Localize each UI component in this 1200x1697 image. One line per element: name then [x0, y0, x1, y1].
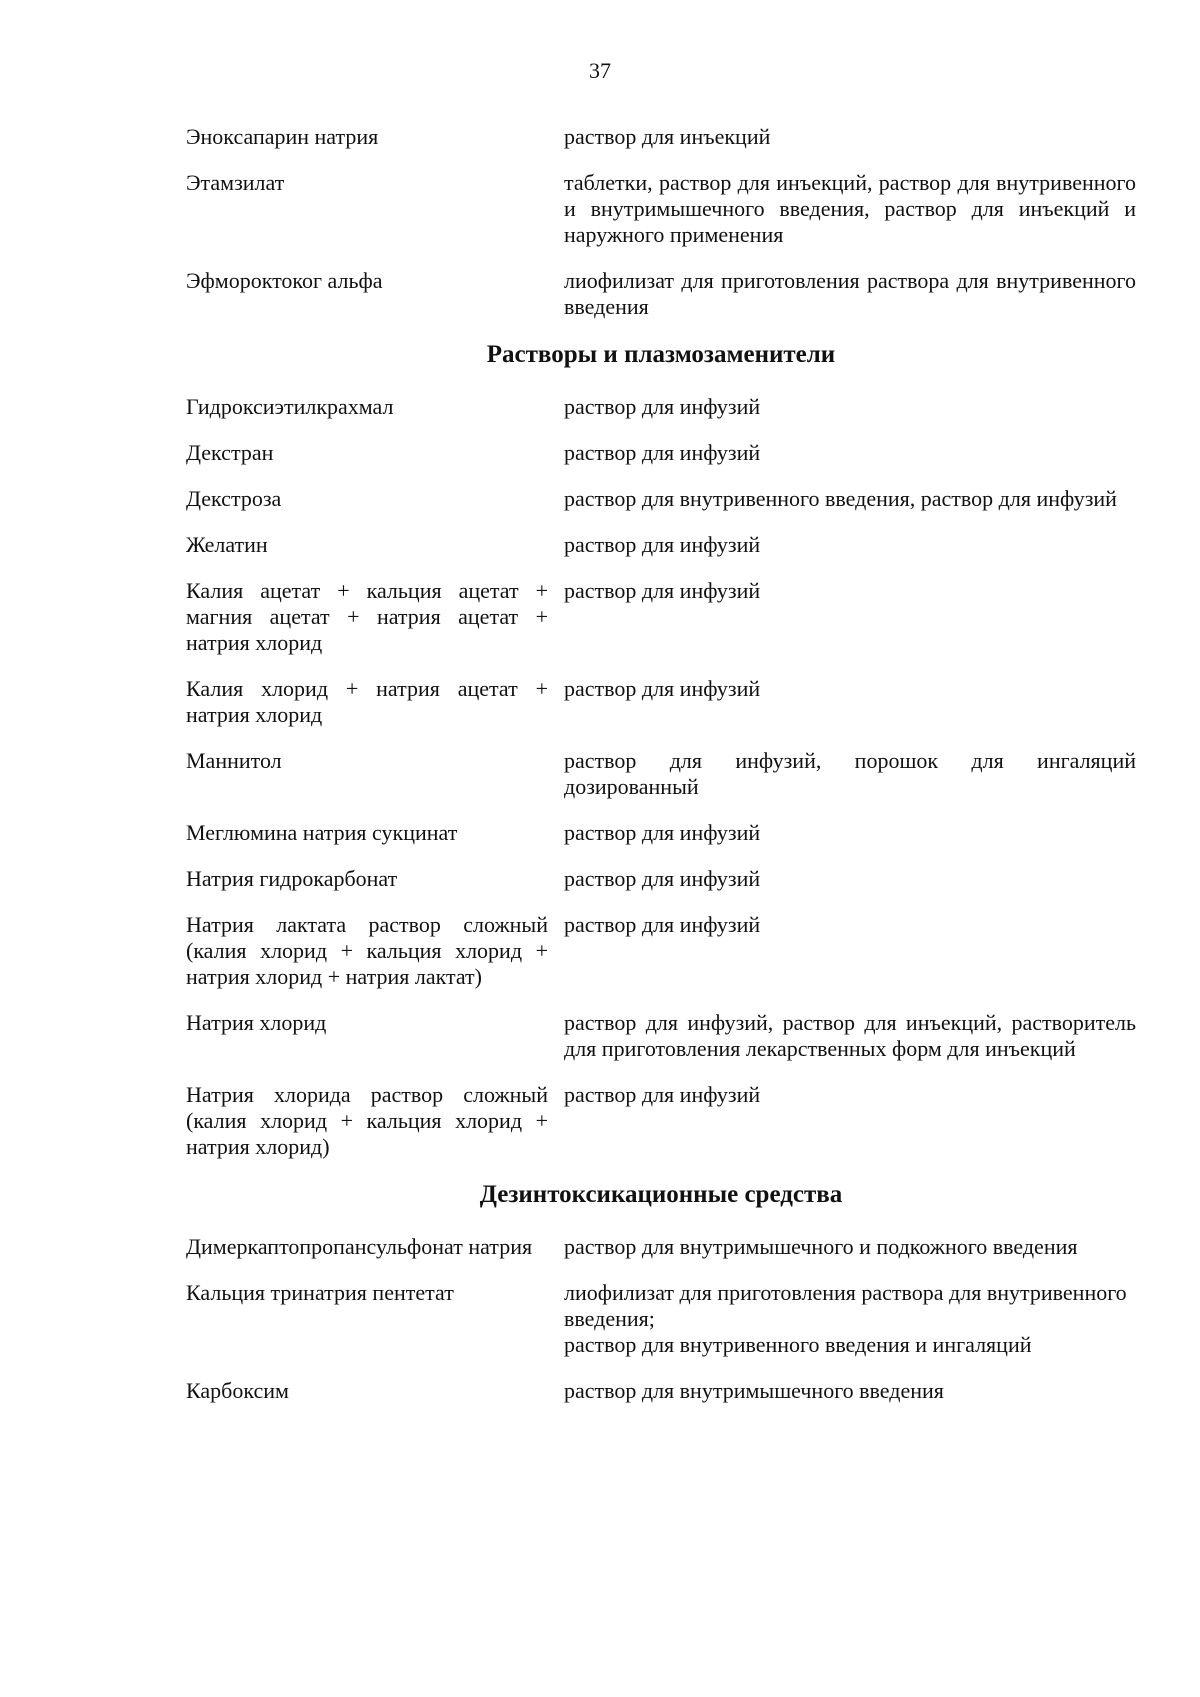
drug-form: раствор для инъекций	[564, 124, 771, 149]
drug-row	[186, 268, 1136, 320]
drug-name: Кальция тринатрия пентетат	[186, 1280, 454, 1305]
drug-form: таблетки, раствор для инъекций, раствор для внутривенного и внутримышечного введения, раствор для инъекций и наружного применения	[564, 170, 1136, 247]
drug-name: Эфмороктоког альфа	[186, 268, 383, 293]
drug-form-line: раствор для внутривенного введения и ингаляций	[564, 1332, 1032, 1357]
drug-form	[564, 1280, 1136, 1358]
drug-row	[186, 1378, 1136, 1404]
drug-name: Гидроксиэтилкрахмал	[186, 394, 394, 419]
drug-name: Натрия гидрокарбонат	[186, 866, 398, 891]
drug-name: Натрия лактата раствор сложный (калия хлорид + кальция хлорид + натрия хлорид + натрия лактат)	[186, 912, 548, 989]
drug-form: раствор для инфузий	[564, 866, 761, 891]
drug-row	[186, 820, 1136, 846]
drug-name: Калия хлорид + натрия ацетат + натрия хлорид	[186, 676, 548, 727]
drug-row	[186, 1280, 1136, 1358]
drug-form: раствор для внутримышечного и подкожного введения	[564, 1234, 1078, 1259]
drug-row	[186, 748, 1136, 800]
section-title-solutions: Растворы и плазмозаменители	[486, 341, 836, 368]
drug-row	[186, 578, 1136, 656]
page-number: 37	[589, 58, 611, 83]
drug-name: Натрия хлорида раствор сложный (калия хлорид + кальция хлорид + натрия хлорид)	[186, 1082, 548, 1159]
drug-row	[186, 1010, 1136, 1062]
drug-name: Карбоксим	[186, 1378, 289, 1403]
drug-name: Декстроза	[186, 486, 282, 511]
drug-form: раствор для инфузий	[564, 912, 761, 937]
drug-row	[186, 912, 1136, 990]
drug-form: лиофилизат для приготовления раствора для внутривенного введения	[564, 268, 1136, 319]
drug-row	[186, 1234, 1136, 1260]
drug-row	[186, 124, 1136, 150]
drug-row	[186, 486, 1136, 512]
drug-name: Меглюмина натрия сукцинат	[186, 820, 458, 845]
drug-list	[186, 124, 1136, 1424]
drug-row	[186, 394, 1136, 420]
drug-row	[186, 866, 1136, 892]
drug-row	[186, 170, 1136, 248]
drug-form: раствор для инфузий	[564, 1082, 761, 1107]
drug-form: раствор для инфузий	[564, 578, 761, 603]
drug-name: Желатин	[186, 532, 268, 557]
drug-row	[186, 440, 1136, 466]
drug-form: раствор для инфузий	[564, 394, 761, 419]
drug-row	[186, 1082, 1136, 1160]
drug-form: раствор для инфузий	[564, 532, 761, 557]
drug-name: Декстран	[186, 440, 274, 465]
drug-form: раствор для инфузий	[564, 440, 761, 465]
drug-name: Калия ацетат + кальция ацетат + магния ацетат + натрия ацетат + натрия хлорид	[186, 578, 548, 655]
drug-name: Маннитол	[186, 748, 282, 773]
drug-form: раствор для инфузий, порошок для ингаляций дозированный	[564, 748, 1136, 799]
drug-name: Эноксапарин натрия	[186, 124, 379, 149]
drug-name: Натрия хлорид	[186, 1010, 327, 1035]
drug-form: раствор для инфузий, раствор для инъекций, растворитель для приготовления лекарственных форм для инъекций	[564, 1010, 1136, 1061]
drug-form: раствор для инфузий	[564, 820, 761, 845]
drug-form: раствор для внутримышечного введения	[564, 1378, 944, 1403]
drug-form: раствор для внутривенного введения, раствор для инфузий	[564, 486, 1117, 511]
drug-name: Димеркаптопропансульфонат натрия	[186, 1234, 533, 1259]
drug-row	[186, 676, 1136, 728]
section-title-detox: Дезинтоксикационные средства	[479, 1181, 843, 1208]
drug-name: Этамзилат	[186, 170, 285, 195]
drug-form-line: лиофилизат для приготовления раствора для внутривенного введения;	[564, 1280, 1127, 1331]
drug-form: раствор для инфузий	[564, 676, 761, 701]
drug-row	[186, 532, 1136, 558]
